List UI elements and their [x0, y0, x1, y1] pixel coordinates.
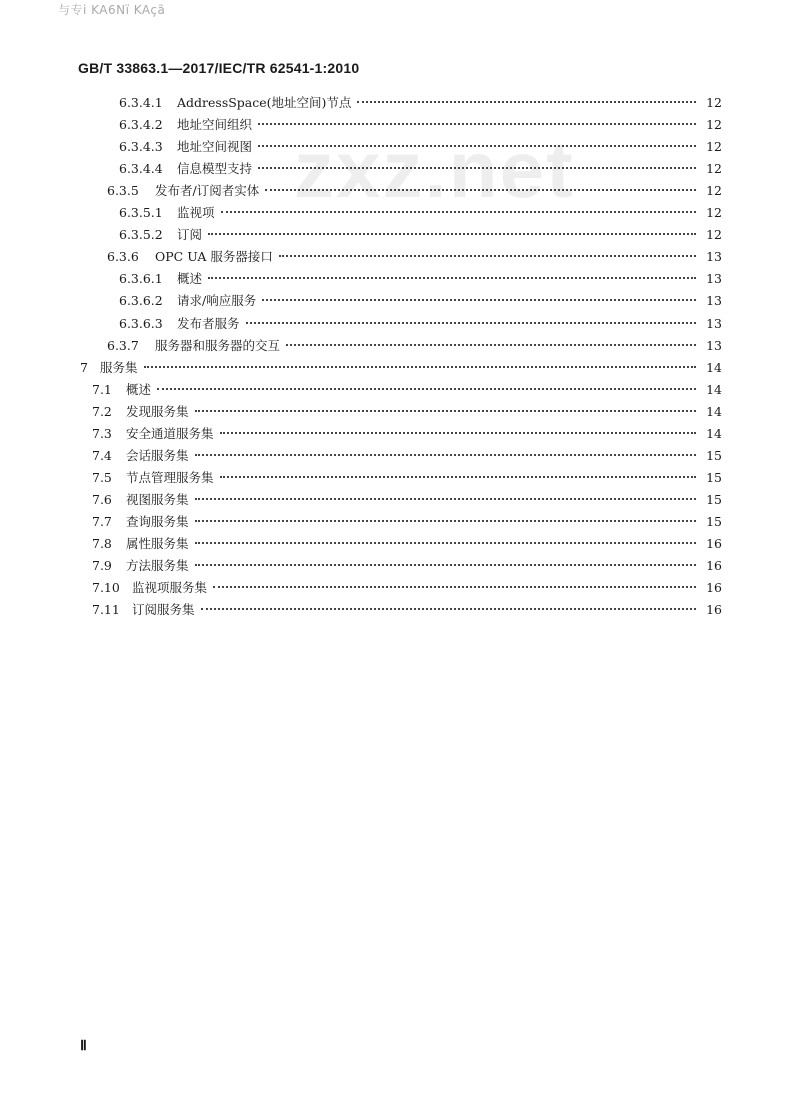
- toc-entry-title: 订阅: [177, 227, 203, 243]
- toc-entry: [119, 116, 722, 134]
- toc-entry-title: 属性服务集: [126, 536, 189, 551]
- toc-entry-title: 订阅服务集: [132, 602, 195, 618]
- toc-entry-title: 地址空间视图: [177, 139, 253, 155]
- toc-entry-title: 会话服务集: [126, 447, 189, 463]
- toc-dot-leader: [357, 101, 696, 103]
- page-number: Ⅱ: [80, 1039, 87, 1054]
- toc-entry-title: 安全通道服务集: [126, 425, 214, 441]
- toc-entry-page: 13: [706, 249, 722, 265]
- toc-entry: [119, 160, 722, 178]
- toc-entry-title: 概述: [177, 271, 203, 287]
- toc-entry-number: 6.3.5.1: [119, 205, 163, 221]
- toc-entry-title: 地址空间组织: [177, 117, 253, 133]
- toc-entry-title: 发布者服务: [177, 315, 240, 331]
- toc-entry: [119, 204, 722, 222]
- toc-entry: [80, 359, 722, 377]
- toc-entry-page: 16: [706, 602, 722, 618]
- toc-dot-leader: [195, 454, 696, 456]
- toc-dot-leader: [220, 432, 696, 434]
- toc-entry: [119, 315, 722, 333]
- toc-entry-number: 7.5: [92, 469, 112, 485]
- toc-entry-title: 监视项: [177, 205, 215, 221]
- toc-dot-leader: [258, 167, 696, 169]
- toc-entry-number: 6.3.5: [107, 183, 139, 199]
- toc-entry-title: 节点管理服务集: [126, 469, 214, 485]
- toc-dot-leader: [220, 476, 696, 478]
- toc-entry-page: 16: [706, 536, 722, 551]
- toc-entry-page: 14: [706, 425, 722, 441]
- toc-entry-number: 7.4: [92, 447, 112, 463]
- toc-entry: [107, 248, 722, 266]
- toc-entry-page: 16: [706, 580, 722, 596]
- toc-entry-number: 6.3.4.3: [119, 139, 163, 155]
- toc-dot-leader: [279, 255, 696, 257]
- toc-entry-number: 7.11: [92, 602, 120, 618]
- toc-dot-leader: [208, 233, 696, 235]
- toc-dot-leader: [286, 344, 696, 346]
- toc-entry: [119, 94, 722, 112]
- toc-entry-title: 服务器和服务器的交互: [155, 337, 281, 353]
- toc-entry-number: 7.9: [92, 558, 112, 574]
- toc-entry: [119, 138, 722, 156]
- toc-entry-page: 13: [706, 315, 722, 331]
- toc-entry-title: 发布者/订阅者实体: [155, 183, 260, 199]
- toc-entry-title: 监视项服务集: [132, 580, 208, 596]
- toc-entry-page: 15: [706, 469, 722, 485]
- top-mark: 与专i KA6Nï KAçã: [58, 3, 166, 17]
- toc-entry-page: 12: [706, 139, 722, 155]
- toc-entry-title: 服务集: [100, 359, 138, 375]
- toc-entry-page: 12: [706, 183, 722, 199]
- toc-entry-page: 12: [706, 95, 722, 110]
- toc-entry: [92, 469, 722, 487]
- toc-entry: [92, 535, 722, 553]
- watermark: zxz.net: [294, 125, 575, 214]
- toc-entry-number: 7.8: [92, 536, 112, 551]
- toc-entry-number: 6.3.6.3: [119, 315, 163, 331]
- toc-entry-number: 6.3.6.2: [119, 293, 163, 309]
- toc-entry-title: 视图服务集: [126, 491, 189, 507]
- toc-entry-number: 6.3.4.2: [119, 117, 163, 133]
- toc-entry-title: OPC UA 服务器接口: [155, 249, 273, 265]
- toc-entry-page: 15: [706, 447, 722, 463]
- toc-entry-page: 12: [706, 227, 722, 243]
- toc-dot-leader: [157, 388, 696, 390]
- toc-entry-number: 7.2: [92, 403, 112, 419]
- toc-entry: [107, 182, 722, 200]
- toc-entry: [92, 403, 722, 421]
- toc-entry: [119, 226, 722, 244]
- toc-entry: [92, 425, 722, 443]
- toc-dot-leader: [144, 366, 696, 368]
- toc-entry-number: 6.3.6.1: [119, 271, 163, 287]
- toc-dot-leader: [201, 608, 696, 610]
- toc-entry: [92, 513, 722, 531]
- toc-entry-number: 7: [80, 359, 88, 375]
- toc-entry-page: 15: [706, 491, 722, 507]
- toc-entry: [107, 337, 722, 355]
- toc-entry-number: 6.3.6: [107, 249, 139, 265]
- toc-dot-leader: [246, 322, 696, 324]
- toc-entry: [119, 292, 722, 310]
- toc-entry: [119, 270, 722, 288]
- toc-entry-number: 7.1: [92, 381, 112, 397]
- toc-dot-leader: [265, 189, 696, 191]
- toc-dot-leader: [195, 410, 696, 412]
- toc-entry-page: 14: [706, 381, 722, 397]
- toc-entry-number: 7.3: [92, 425, 112, 441]
- toc-entry-title: 方法服务集: [126, 558, 189, 574]
- toc-entry: [92, 447, 722, 465]
- document-header: GB/T 33863.1—2017/IEC/TR 62541-1:2010: [78, 60, 360, 76]
- toc-entry-page: 13: [706, 337, 722, 353]
- toc-entry: [92, 491, 722, 509]
- toc-entry-page: 12: [706, 205, 722, 221]
- toc-entry-title: 查询服务集: [126, 513, 189, 529]
- toc-entry-number: 7.6: [92, 491, 112, 507]
- toc-dot-leader: [262, 299, 696, 301]
- toc-entry: [92, 557, 722, 575]
- toc-dot-leader: [195, 520, 696, 522]
- toc-entry-page: 13: [706, 293, 722, 309]
- toc-dot-leader: [213, 586, 696, 588]
- toc-entry-page: 14: [706, 403, 722, 419]
- toc-dot-leader: [195, 542, 696, 544]
- toc-entry: [92, 601, 722, 619]
- toc-entry-page: 14: [706, 359, 722, 375]
- toc-entry-number: 6.3.4.1: [119, 95, 163, 110]
- toc-entry-title: 发现服务集: [126, 403, 189, 419]
- toc-entry-page: 12: [706, 161, 722, 177]
- toc-dot-leader: [208, 277, 696, 279]
- toc-dot-leader: [195, 564, 696, 566]
- toc-entry-page: 16: [706, 558, 722, 574]
- toc-entry-title: AddressSpace(地址空间)节点: [177, 95, 352, 110]
- toc-entry-title: 请求/响应服务: [177, 293, 257, 309]
- toc-entry-page: 15: [706, 513, 722, 529]
- toc-entry-number: 6.3.5.2: [119, 227, 163, 243]
- toc-entry-page: 13: [706, 271, 722, 287]
- toc-entry-title: 信息模型支持: [177, 161, 253, 177]
- toc-entry: [92, 381, 722, 399]
- toc-dot-leader: [195, 498, 696, 500]
- toc-entry-number: 6.3.7: [107, 337, 139, 353]
- toc-entry-title: 概述: [126, 381, 152, 397]
- toc-entry-number: 7.7: [92, 513, 112, 529]
- toc-dot-leader: [221, 211, 696, 213]
- toc-dot-leader: [258, 123, 696, 125]
- toc-entry-number: 7.10: [92, 580, 120, 596]
- toc-entry-page: 12: [706, 117, 722, 133]
- toc-dot-leader: [258, 145, 696, 147]
- toc-entry: [92, 579, 722, 597]
- toc-entry-number: 6.3.4.4: [119, 161, 163, 177]
